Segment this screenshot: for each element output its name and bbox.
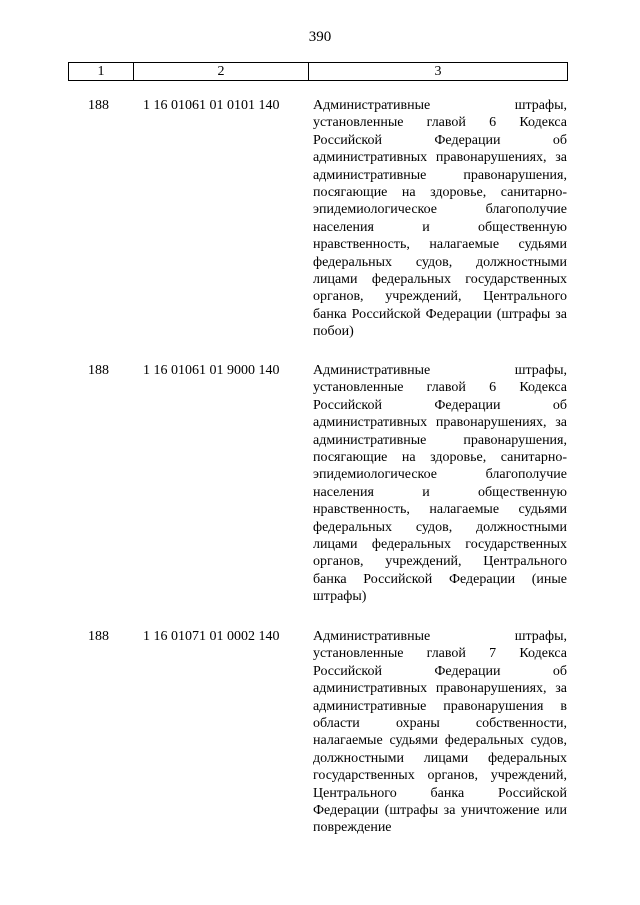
kbk-code: 1 16 01061 01 0101 140 — [143, 98, 280, 113]
page-number: 390 — [308, 29, 332, 45]
row-description: Административные штрафы, установленные главой 7 Кодекса Российской Федерации об административных правонарушениях, за административные правонарушения в области охраны собственности, налагаемые судьями федеральных судов, должностными лицами федеральных государственных органов, учреждений, Центрального банка Российской Федерации (штрафы за уничтожение или повреждение — [313, 629, 567, 836]
admin-code: 188 — [88, 629, 109, 644]
header-col-2: 2 — [133, 63, 308, 80]
row-description: Административные штрафы, установленные главой 6 Кодекса Российской Федерации об административных правонарушениях, за административные правонарушения, посягающие на здоровье, санитарно-эпидемиологическое благополучие населения и общественную нравственность, налагаемые судьями федеральных судов, должностными лицами федеральных государственных органов, учреждений, Центрального банка Российской Федерации (иные штрафы) — [313, 363, 567, 605]
admin-code: 188 — [88, 363, 109, 378]
kbk-code: 1 16 01071 01 0002 140 — [143, 629, 280, 644]
header-col-3: 3 — [308, 63, 567, 80]
row-description: Административные штрафы, установленные главой 6 Кодекса Российской Федерации об административных правонарушениях, за административные правонарушения, посягающие на здоровье, санитарно-эпидемиологическое благополучие населения и общественную нравственность, налагаемые судьями федеральных судов, должностными лицами федеральных государственных органов, учреждений, Центрального банка Российской Федерации (штрафы за побои) — [313, 98, 567, 340]
kbk-code: 1 16 01061 01 9000 140 — [143, 363, 280, 378]
header-col-1: 1 — [97, 64, 105, 79]
table-header — [68, 62, 568, 81]
admin-code: 188 — [88, 98, 109, 113]
